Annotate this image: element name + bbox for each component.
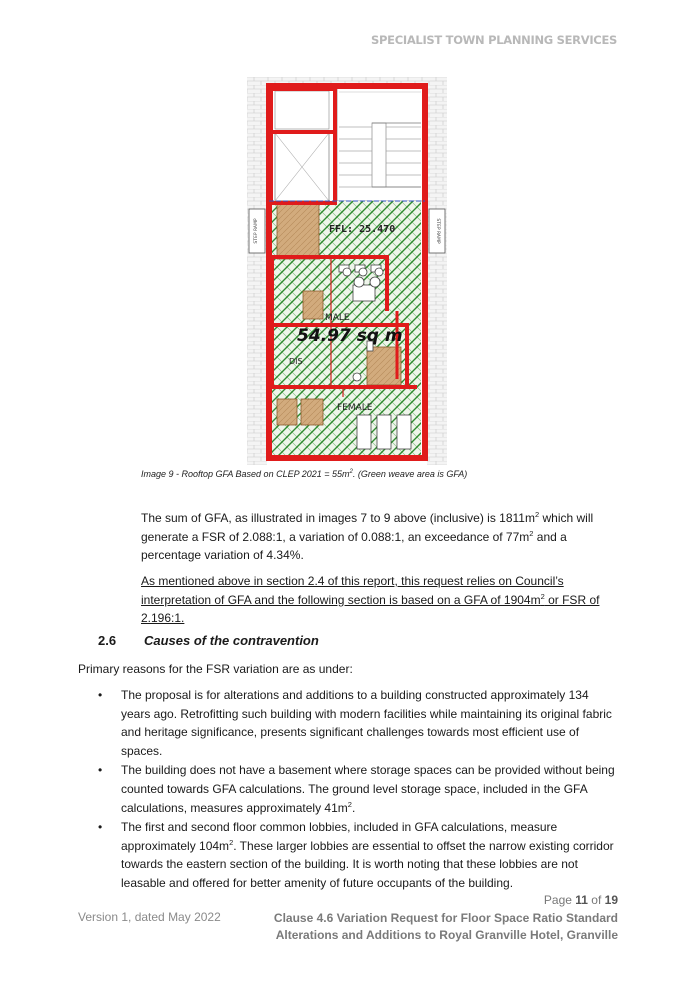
version-text: Version 1, dated May 2022	[78, 910, 221, 924]
lift-shaft	[275, 91, 329, 201]
list-item: • The first and second floor common lobbies, included in GFA calculations, measure approximately $104m^2$. These larger lobbies are essential to offset the narrow existing corridor towards the eastern section of the building. It is worth noting that these lobbies are not leasable and offered for better amenity of future occupants of the building.	[98, 818, 620, 892]
section-title: Causes of the contravention	[144, 633, 319, 648]
footer-title: Clause 4.6 Variation Request for Floor Space Ratio Standard Alterations and Additions to Royal Granville Hotel, Granville	[273, 911, 618, 942]
list-item: • The building does not have a basement where storage spaces can be provided without being counted towards GFA calculations. The ground level storage space, included in the GFA calculations, measures approximately $41m^2$.	[98, 761, 620, 817]
area-label: 54.97 sq m	[297, 326, 403, 346]
section-heading	[98, 633, 319, 648]
cabinet-female-left	[277, 399, 297, 425]
intro-text: Primary reasons for the FSR variation are as under:	[78, 662, 353, 676]
header-org: SPECIALIST TOWN PLANNING SERVICES	[371, 33, 617, 47]
step-ramp-right	[429, 209, 445, 253]
cabinet-male	[303, 291, 323, 319]
lift-core	[277, 201, 319, 259]
step-ramp-left	[249, 209, 265, 253]
stair-void	[337, 87, 423, 201]
rooftop-floor-plan	[247, 77, 447, 465]
image-caption: Image 9 - Rooftop GFA Based on CLEP $2021 = 55m^2$. (Green weave area is GFA)	[141, 469, 468, 479]
step-ramp-left-label: STEP RAMP	[254, 218, 259, 244]
list-item: • The proposal is for alterations and additions to a building constructed approximately 134 years ago. Retrofitting such building with modern facilities while maintaining its original fabric and heritage significance, presents significant challenges towards most efficient use of spaces.	[98, 686, 620, 760]
gfa-summary-paragraph: The sum of GFA, as illustrated in images 7 to 9 above (inclusive) is $1811m^2$ which will generate a FSR of 2.088:1, a variation of 0.088:1, an exceedance of $77m^2$ and a percentage variation of 4.34%.	[141, 510, 594, 562]
ffl-label: FFL: 25.470	[329, 224, 396, 235]
section-number: 2.6	[98, 633, 117, 648]
cabinet-female	[301, 399, 323, 425]
room-male-label: MALE	[325, 313, 350, 323]
reasons-list	[98, 686, 620, 894]
room-dis-label: DIS	[289, 357, 303, 366]
room-female-label: FEMALE	[337, 403, 373, 413]
council-interpretation-paragraph: As mentioned above in section 2.4 of this report, this request relies on Council’s interpretation of GFA and the following section is based on a GFA of $1904m^2$ or FSR of 2.196:1.	[141, 574, 600, 625]
page-number: Page 11 of 19	[543, 893, 618, 907]
step-ramp-right-label: STEP RAMP	[435, 218, 440, 244]
